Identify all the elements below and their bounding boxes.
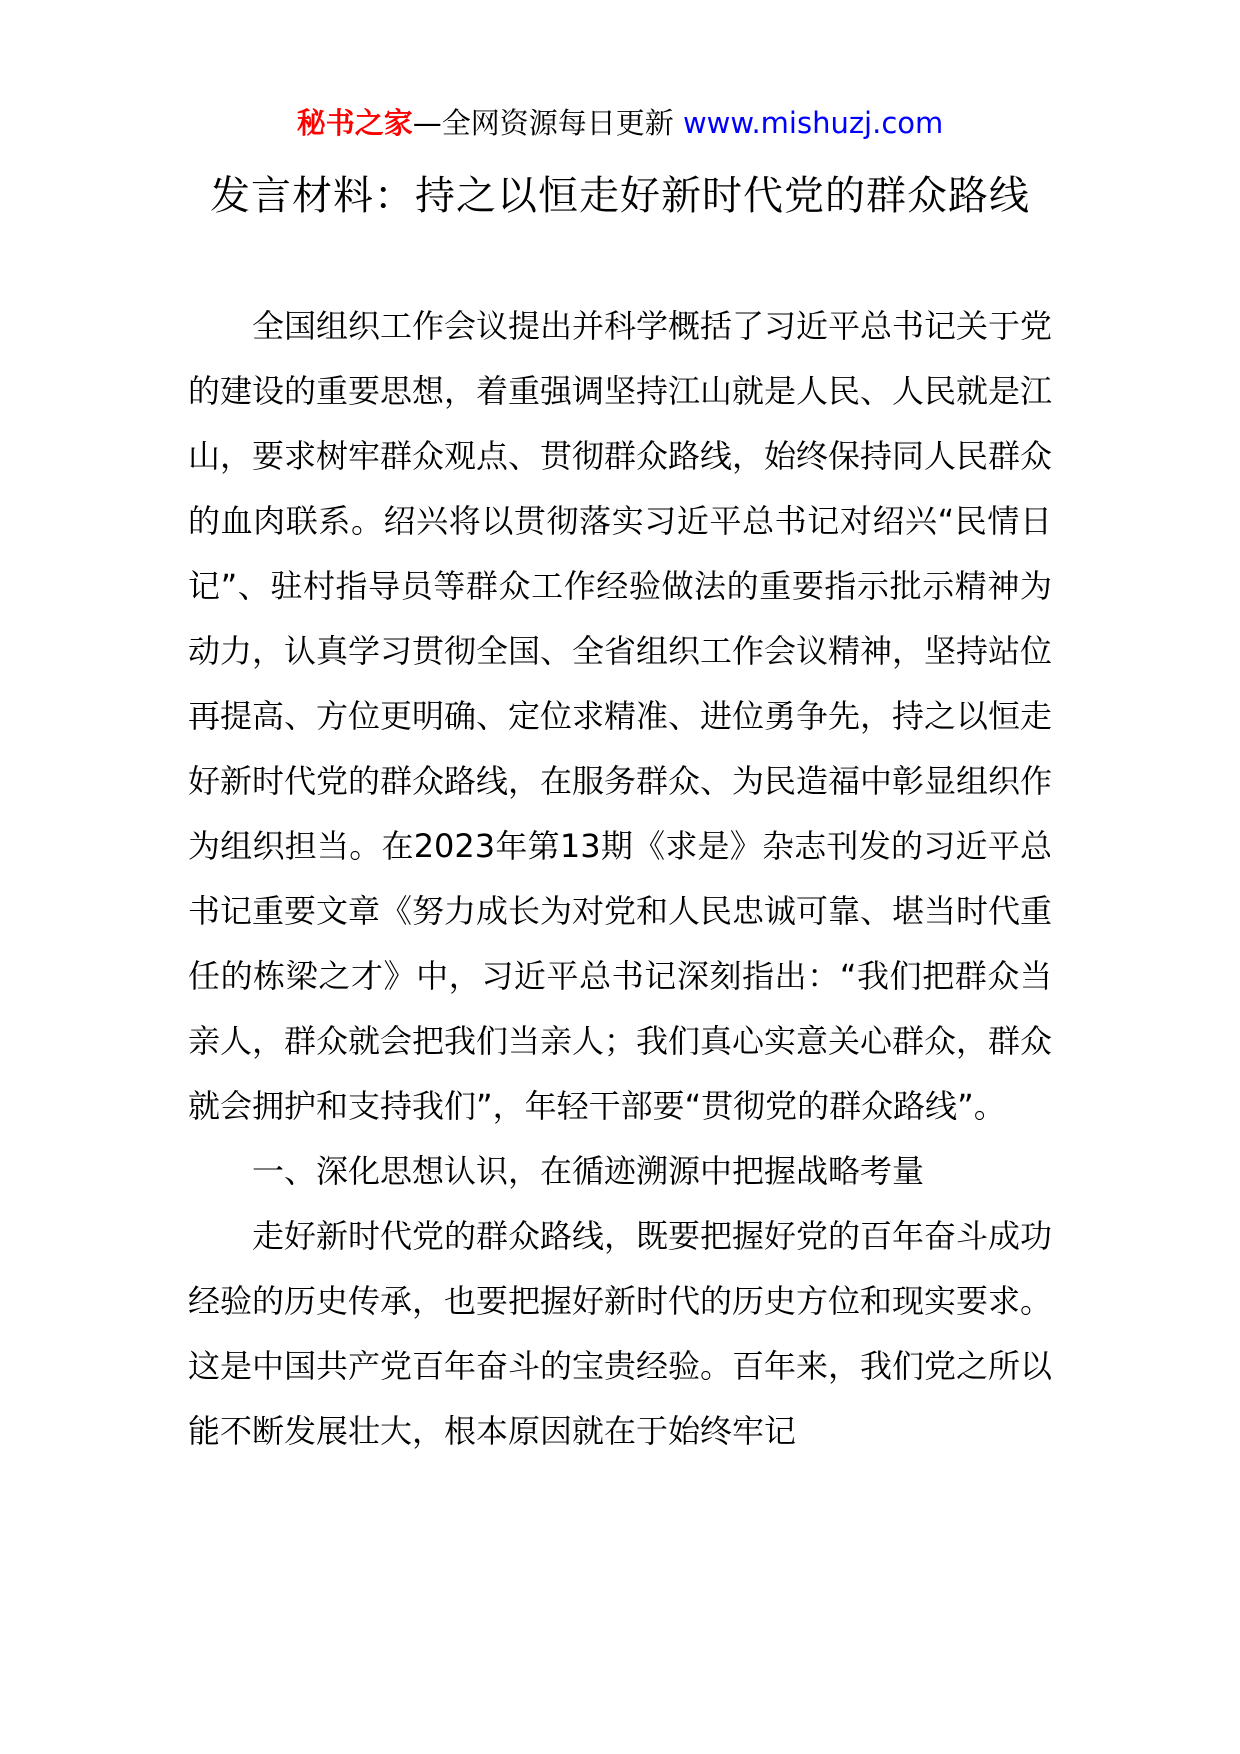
section-paragraph: 走好新时代党的群众路线，既要把握好党的百年奋斗成功经验的历史传承，也要把握好新时代的历史方位和现实要求。这是中国共产党百年奋斗的宝贵经验。百年来，我们党之所以能不断发展壮大，根本原因就在于始终牢记	[188, 1217, 1053, 1450]
section-heading: 一、深化思想认识，在循迹溯源中把握战略考量	[252, 1152, 925, 1190]
site-header	[0, 103, 1240, 143]
intro-paragraph: 全国组织工作会议提出并科学概括了习近平总书记关于党的建设的重要思想，着重强调坚持江山就是人民、人民就是江山，要求树牢群众观点、贯彻群众路线，始终保持同人民群众的血肉联系。绍兴将以贯彻落实习近平总书记对绍兴“民情日记”、驻村指导员等群众工作经验做法的重要指示批示精神为动力，认真学习贯彻全国、全省组织工作会议精神，坚持站位再提高、方位更明确、定位求精准、进位勇争先，持之以恒走好新时代党的群众路线，在服务群众、为民造福中彰显组织作为组织担当。在2023年第13期《求是》杂志刊发的习近平总书记重要文章《努力成长为对党和人民忠诚可靠、堪当时代重任的栋梁之才》中，习近平总书记深刻指出：“我们把群众当亲人，群众就会把我们当亲人；我们真心实意关心群众，群众就会拥护和支持我们”，年轻干部要“贯彻党的群众路线”。	[188, 307, 1053, 1125]
document-body	[188, 294, 1052, 1464]
document-title: 发言材料：持之以恒走好新时代党的群众路线	[210, 173, 1030, 219]
site-tagline: —全网资源每日更新	[412, 106, 683, 140]
site-brand: 秘书之家	[296, 106, 413, 140]
site-url-link[interactable]: www.mishuzj.com	[682, 106, 944, 140]
